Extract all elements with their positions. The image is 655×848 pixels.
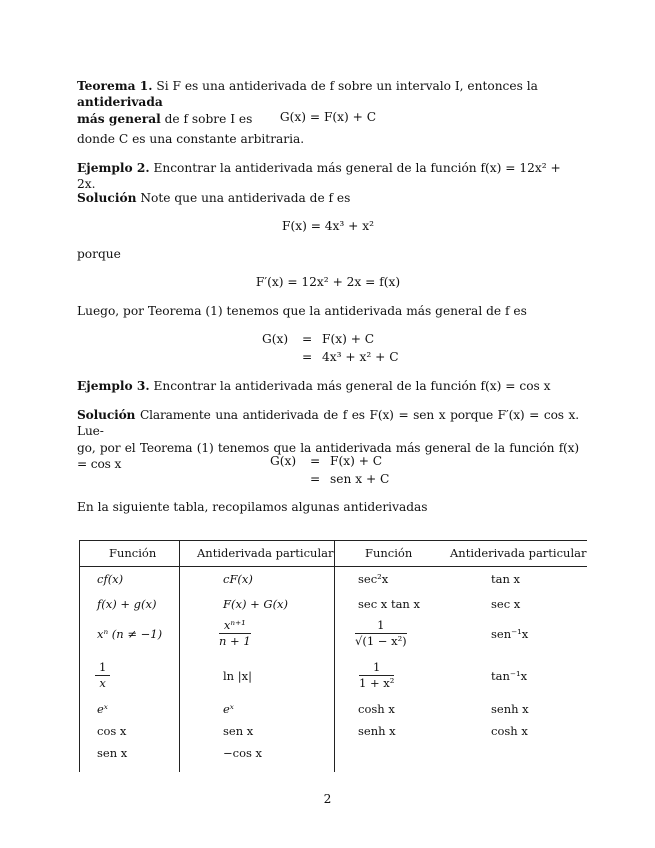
- table-cell: eˣ: [97, 702, 108, 716]
- example-2-text: Encontrar la antiderivada más general de la función f(x) = 12x² + 2x.: [77, 161, 561, 192]
- table-cell: −cos x: [223, 746, 263, 760]
- table-cell: sen⁻¹x: [491, 627, 529, 641]
- table-cell: cf(x): [97, 572, 124, 586]
- frac-asin-num: 1: [355, 618, 407, 634]
- example-3: [77, 378, 579, 394]
- antiderivative-table: [79, 540, 587, 772]
- solution-3: [77, 407, 579, 473]
- g-eq-1: =: [302, 332, 313, 346]
- table-col-rule-1: [179, 540, 180, 772]
- solution-3-line2: go, por el Teorema (1) tenemos que la antiderivada más general de la función f(x) = cos x: [77, 440, 579, 472]
- g-lhs: G(x): [262, 332, 289, 346]
- theorem-formula: G(x) = F(x) + C: [279, 110, 377, 124]
- table-cell: cos x: [97, 724, 127, 738]
- frac-recip: [95, 660, 110, 691]
- theorem-bold-tail: antiderivada: [77, 95, 163, 110]
- g3-rhs-2: sen x + C: [330, 472, 390, 486]
- table-cell: senh x: [358, 724, 396, 738]
- g-eq-2: =: [302, 350, 313, 364]
- frac-asin-den: √(1 − x²): [355, 633, 407, 648]
- example-2-label: Ejemplo 2.: [77, 161, 150, 175]
- header-funcion-1: Función: [109, 546, 157, 560]
- table-cell: F(x) + G(x): [223, 597, 289, 611]
- table-top-rule: [79, 540, 587, 541]
- frac-atan: [359, 660, 394, 691]
- table-cell: sec²x: [358, 572, 389, 586]
- g3-eq-2: =: [310, 472, 321, 486]
- solution-2-porque: porque: [77, 247, 121, 261]
- example-3-label: Ejemplo 3.: [77, 379, 150, 393]
- theorem-label: Teorema 1.: [77, 79, 153, 93]
- theorem-footer: donde C es una constante arbitraria.: [77, 132, 305, 146]
- table-cell: sec x tan x: [358, 597, 420, 611]
- solution-3-line1: Claramente una antiderivada de f es F(x) = sen x porque F′(x) = cos x. Lue-: [77, 408, 579, 439]
- solution-3-label: Solución: [77, 408, 136, 422]
- frac-recip-num: 1: [95, 660, 110, 676]
- solution-2-formula-1: F(x) = 4x³ + x²: [281, 219, 375, 233]
- page-number: 2: [323, 792, 332, 806]
- theorem-bold-line2: más general: [77, 111, 161, 126]
- frac-power-rule: [219, 618, 251, 649]
- table-cell: ln |x|: [223, 669, 252, 683]
- table-col-rule-2: [334, 540, 335, 772]
- table-cell: tan x: [491, 572, 521, 586]
- frac-asin: [355, 618, 407, 649]
- g3-rhs-1: F(x) + C: [330, 454, 383, 468]
- table-cell: xⁿ (n ≠ −1): [97, 627, 163, 641]
- solution-2-label: Solución: [77, 191, 137, 205]
- table-cell: cF(x): [223, 572, 253, 586]
- theorem-line2-rest: de f sobre I es: [164, 111, 253, 126]
- frac-power-den: n + 1: [219, 633, 251, 648]
- frac-atan-num: 1: [359, 660, 394, 676]
- header-antiderivada-2: Antiderivada particular: [450, 546, 587, 560]
- table-cell: sen x: [97, 746, 128, 760]
- frac-power-num: xⁿ⁺¹: [219, 618, 251, 634]
- table-cell: cosh x: [491, 724, 528, 738]
- solution-2-text: Note que una antiderivada de f es: [140, 191, 351, 205]
- table-intro: En la siguiente tabla, recopilamos algunas antiderivadas: [77, 500, 428, 514]
- g3-eq-1: =: [310, 454, 321, 468]
- frac-recip-den: x: [99, 675, 106, 690]
- solution-2: [77, 190, 579, 206]
- table-cell: senh x: [491, 702, 529, 716]
- example-2: [77, 160, 579, 193]
- table-cell: f(x) + g(x): [97, 597, 157, 611]
- theorem-text: Si F es una antiderivada de f sobre un intervalo I, entonces la: [156, 79, 538, 93]
- table-left-rule: [79, 540, 80, 772]
- header-antiderivada-1: Antiderivada particular: [197, 546, 334, 560]
- g-rhs-2: 4x³ + x² + C: [322, 350, 399, 364]
- header-funcion-2: Función: [365, 546, 413, 560]
- table-cell: eˣ: [223, 702, 234, 716]
- table-header-rule: [79, 566, 587, 567]
- g-rhs-1: F(x) + C: [322, 332, 375, 346]
- table-cell: sec x: [491, 597, 521, 611]
- example-3-text: Encontrar la antiderivada más general de la función f(x) = cos x: [153, 379, 551, 393]
- table-cell: tan⁻¹x: [491, 669, 528, 683]
- g3-lhs: G(x): [270, 454, 297, 468]
- table-cell: sen x: [223, 724, 254, 738]
- frac-atan-den: 1 + x²: [359, 675, 395, 690]
- solution-2-formula-2: F′(x) = 12x² + 2x = f(x): [255, 275, 401, 289]
- solution-2-luego: Luego, por Teorema (1) tenemos que la antiderivada más general de f es: [77, 304, 527, 318]
- table-cell: cosh x: [358, 702, 395, 716]
